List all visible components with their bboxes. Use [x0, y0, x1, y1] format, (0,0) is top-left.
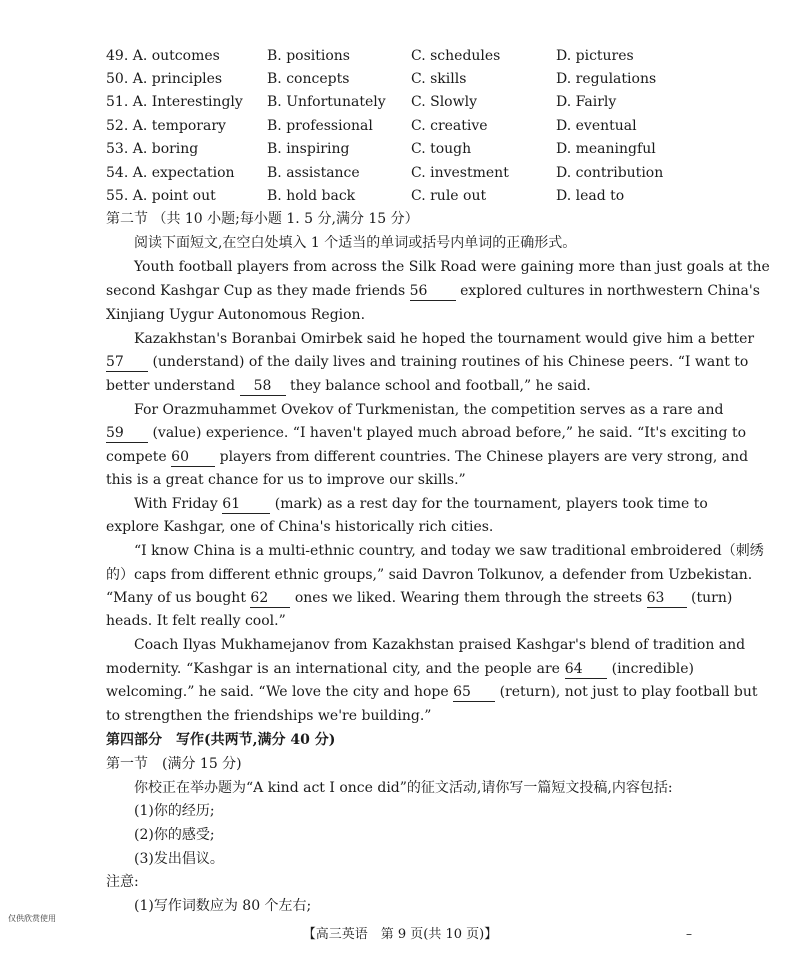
blank-64[interactable]: 64	[565, 660, 607, 679]
option-c: C. creative	[411, 118, 488, 134]
passage-line	[106, 587, 733, 609]
blank-59[interactable]: 59	[106, 424, 148, 443]
passage-line: Youth football players from across the Silk Road were gaining more than just goals at the	[134, 259, 770, 275]
passage-text: With Friday	[134, 496, 218, 512]
option-a: 51. A. Interestingly	[106, 94, 243, 110]
passage-text: explored cultures in northwestern China's	[460, 283, 760, 299]
passage-text: better understand	[106, 378, 236, 394]
option-a: 50. A. principles	[106, 71, 223, 87]
section-instruction: 阅读下面短文,在空白处填入 1 个适当的单词或括号内单词的正确形式。	[134, 235, 577, 251]
passage-line: this is a great chance for us to improve our skills.”	[106, 472, 466, 488]
passage-line	[106, 351, 749, 373]
note-item: (1)写作词数应为 80 个左右;	[134, 898, 312, 914]
passage-line: Coach Ilyas Mukhamejanov from Kazakhstan praised Kashgar's blend of tradition and	[134, 637, 746, 653]
option-b: B. hold back	[267, 188, 356, 204]
side-note: 仅供欣赏使用	[8, 914, 56, 923]
passage-line	[106, 658, 694, 680]
blank-58[interactable]: 58	[240, 377, 286, 396]
prompt-item: (1)你的经历;	[134, 803, 215, 819]
blank-65[interactable]: 65	[453, 683, 495, 702]
writing-prompt: 你校正在举办题为“A kind act I once did”的征文活动,请你写一篇短文投稿,内容包括:	[134, 780, 673, 796]
blank-57[interactable]: 57	[106, 353, 148, 372]
passage-line: “I know China is a multi-ethnic country, and today we saw traditional embroidered（刺绣	[134, 543, 764, 559]
option-d: D. pictures	[556, 48, 634, 64]
passage-text: welcoming.” he said. “We love the city and hope	[106, 684, 449, 700]
option-b: B. assistance	[267, 165, 360, 181]
option-d: D. eventual	[556, 118, 637, 134]
blank-60[interactable]: 60	[171, 448, 215, 467]
passage-text: ones we liked. Wearing them through the streets	[294, 590, 643, 606]
blank-63[interactable]: 63	[647, 589, 687, 608]
option-b: B. Unfortunately	[267, 94, 386, 110]
option-d: D. lead to	[556, 188, 625, 204]
passage-text: they balance school and football,” he said.	[289, 378, 591, 394]
footer-dash: –	[686, 927, 692, 941]
option-b: B. concepts	[267, 71, 350, 87]
passage-line: to strengthen the friendships we're building.”	[106, 708, 432, 724]
passage-text: “Many of us bought	[106, 590, 246, 606]
option-d: D. contribution	[556, 165, 664, 181]
passage-line	[106, 280, 760, 302]
option-a: 54. A. expectation	[106, 165, 235, 181]
option-c: C. investment	[411, 165, 509, 181]
section-heading: 第一节 (满分 15 分)	[106, 756, 242, 772]
option-d: D. meaningful	[556, 141, 656, 157]
page-footer: 【高三英语 第 9 页(共 10 页)】	[302, 927, 498, 942]
option-b: B. positions	[267, 48, 350, 64]
passage-text: (incredible)	[611, 661, 695, 677]
passage-text: (value) experience. “I haven't played much abroad before,” he said. “It's exciting to	[152, 425, 747, 441]
blank-62[interactable]: 62	[250, 589, 290, 608]
option-c: C. skills	[411, 71, 467, 87]
option-c: C. tough	[411, 141, 472, 157]
option-a: 52. A. temporary	[106, 118, 226, 134]
blank-56[interactable]: 56	[410, 282, 456, 301]
blank-61[interactable]: 61	[222, 495, 270, 514]
option-d: D. regulations	[556, 71, 657, 87]
passage-line	[106, 446, 749, 468]
option-c: C. Slowly	[411, 94, 477, 110]
prompt-item: (3)发出倡议。	[134, 851, 224, 867]
section-heading: 第二节 （共 10 小题;每小题 1. 5 分,满分 15 分）	[106, 211, 419, 227]
passage-text: (return), not just to play football but	[499, 684, 758, 700]
passage-text: (turn)	[691, 590, 733, 606]
passage-line	[106, 422, 747, 444]
part-heading: 第四部分 写作(共两节,满分 40 分)	[106, 732, 336, 748]
passage-line: Xinjiang Uygur Autonomous Region.	[106, 307, 366, 323]
passage-text: players from different countries. The Chinese players are very strong, and	[219, 449, 749, 465]
option-c: C. schedules	[411, 48, 501, 64]
note-label: 注意:	[106, 874, 139, 890]
option-b: B. inspiring	[267, 141, 350, 157]
passage-line: For Orazmuhammet Ovekov of Turkmenistan, the competition serves as a rare and	[134, 402, 724, 418]
passage-text: second Kashgar Cup as they made friends	[106, 283, 406, 299]
passage-line: explore Kashgar, one of China's historically rich cities.	[106, 519, 494, 535]
passage-line	[134, 493, 708, 515]
option-a: 55. A. point out	[106, 188, 216, 204]
option-a: 53. A. boring	[106, 141, 199, 157]
passage-text: modernity. “Kashgar is an international city, and the people are	[106, 661, 560, 677]
prompt-item: (2)你的感受;	[134, 827, 215, 843]
passage-line: heads. It felt really cool.”	[106, 613, 286, 629]
passage-text: (mark) as a rest day for the tournament, players took time to	[274, 496, 708, 512]
passage-line: Kazakhstan's Boranbai Omirbek said he hoped the tournament would give him a better	[134, 331, 755, 347]
option-d: D. Fairly	[556, 94, 617, 110]
passage-line: 的）caps from different ethnic groups,” said Davron Tolkunov, a defender from Uzbekistan.	[106, 567, 753, 583]
passage-text: compete	[106, 449, 167, 465]
passage-line	[106, 681, 758, 703]
passage-line	[106, 375, 591, 397]
option-c: C. rule out	[411, 188, 487, 204]
option-a: 49. A. outcomes	[106, 48, 220, 64]
option-b: B. professional	[267, 118, 373, 134]
passage-text: (understand) of the daily lives and training routines of his Chinese peers. “I want to	[152, 354, 749, 370]
